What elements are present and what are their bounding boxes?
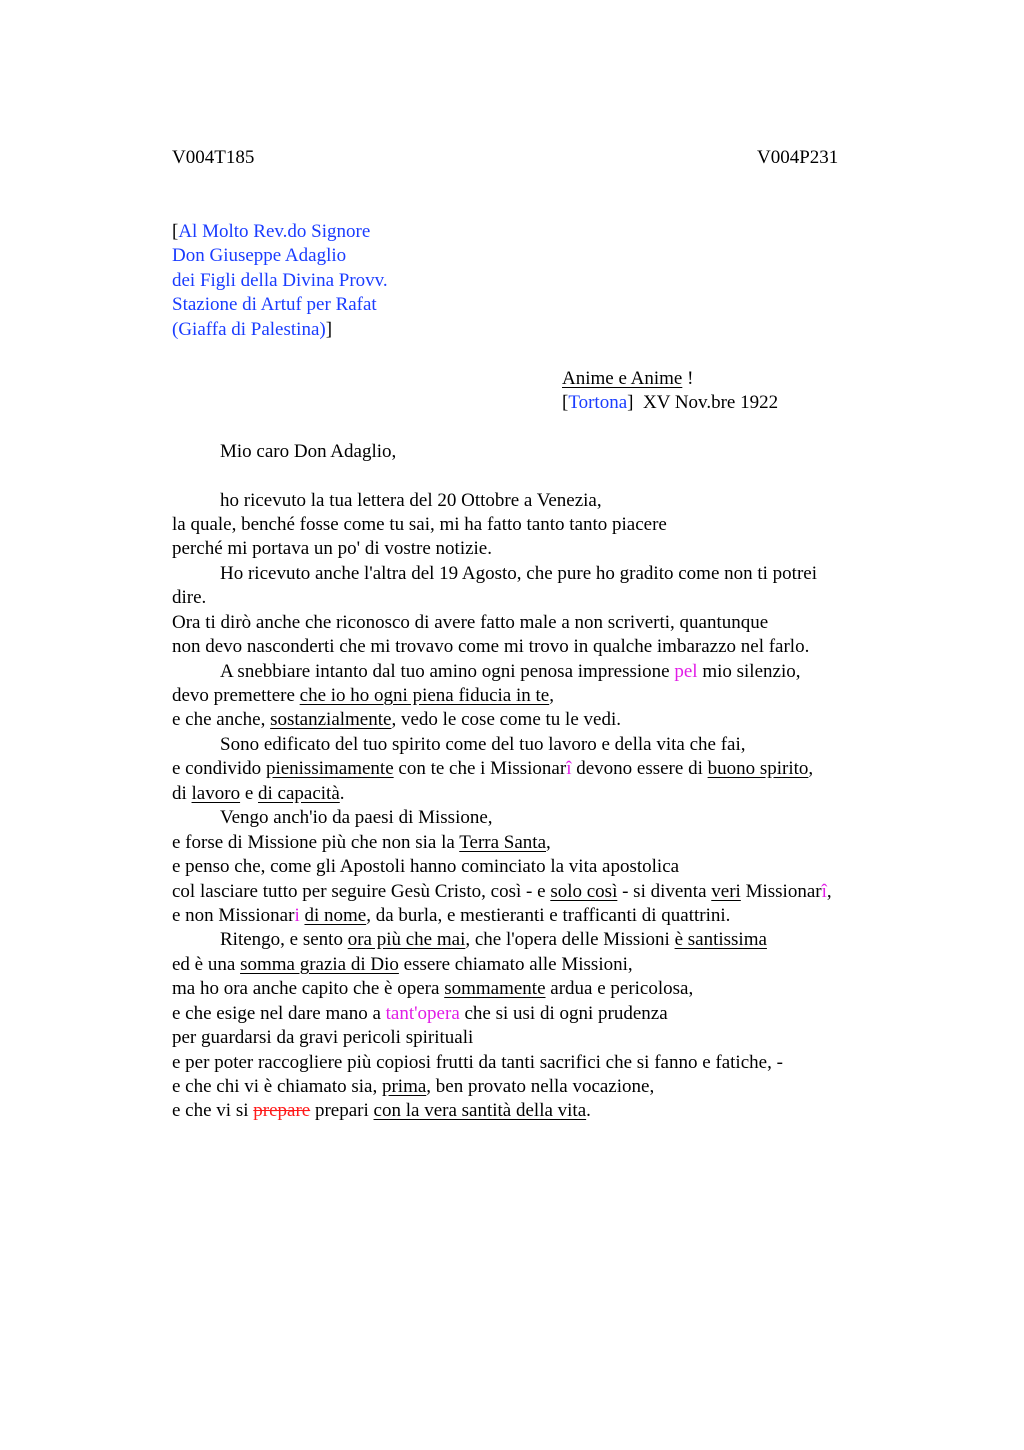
bracket-close: ] [325, 319, 333, 340]
address-line: (Giaffa di Palestina) [172, 319, 326, 340]
body-line: non devo nasconderti che mi trovavo come mi trovo in qualche imbarazzo nel farlo. [172, 636, 810, 657]
body-line: e penso che, come gli Apostoli hanno cominciato la vita apostolica [172, 856, 680, 877]
body-line: e per poter raccogliere più copiosi frutti da tanti sacrifici che si fanno e fatiche, - [172, 1052, 783, 1073]
body-line: col lasciare tutto per seguire Gesù Cristo, così - e solo così - si diventa veri Missionarî, [172, 881, 832, 902]
salutation: Mio caro Don Adaglio, [220, 441, 397, 462]
body-line: Ritengo, e sento ora più che mai, che l'opera delle Missioni è santissima [220, 929, 767, 950]
body-line: Vengo anch'io da paesi di Missione, [220, 807, 493, 828]
address-line: dei Figli della Divina Provv. [172, 270, 388, 291]
body-line: Ora ti dirò anche che riconosco di avere fatto male a non scriverti, quantunque [172, 612, 769, 633]
body-line: per guardarsi da gravi pericoli spirituali [172, 1027, 474, 1048]
document-code-right: V004P231 [757, 147, 839, 168]
address-line: Don Giuseppe Adaglio [172, 245, 347, 266]
place: Tortona [568, 392, 628, 413]
body-line: ho ricevuto la tua lettera del 20 Ottobre a Venezia, [220, 490, 602, 511]
body-line: Ho ricevuto anche l'altra del 19 Agosto, che pure ho gradito come non ti potrei [220, 563, 817, 584]
body-line: e non Missionari di nome, da burla, e mestieranti e trafficanti di quattrini. [172, 905, 731, 926]
body-line: perché mi portava un po' di vostre notizie. [172, 538, 492, 559]
body-line: e che chi vi è chiamato sia, prima, ben provato nella vocazione, [172, 1076, 655, 1097]
body-line: e condivido pienissimamente con te che i Missionarî devono essere di buono spirito, [172, 758, 814, 779]
body-line: e che vi si prepare prepari con la vera santità della vita. [172, 1100, 591, 1121]
letter-page: V004T185 V004P231 [Al Molto Rev.do Signore Don Giuseppe Adaglio dei Figli della Divina Provv. Stazione di Artuf per Rafat (Giaffa di Palestina)] Anime e Anime ! [Tortona] XV Nov.bre 1922 Mio caro Don Adaglio, ho ricevuto la tua lettera del 20 Ottobre a Venezia, la quale, benché fosse come tu sai, mi ha fatto tanto tanto piacere perché mi portava un po' di vostre notizie. Ho ricevuto anche l'altra del 19 Agosto, che pure ho gradito come non ti potrei dire. Ora ti dirò anche che riconosco di avere fatto male a non scriverti, quantunque non devo nasconderti che mi trovavo come mi trovo in qualche imbarazzo nel farlo. A snebbiare intanto dal tuo amino ogni penosa impressione pel mio silenzio, devo premettere che io ho ogni piena fiducia in te, e che anche, sostanzialmente, vedo le cose come tu le vedi. Sono edificato del tuo spirito come del tuo lavoro e della vita che fai, e condivido pienissimamente con te che i Missionarî devono essere di buono spirito, di lavoro e di capacità. Vengo anch'io da paesi di Missione, e forse di Missione più che non sia la Terra Santa, e penso che, come gli Apostoli hanno cominciato la vita apostolica col lasciare tutto per seguire Gesù Cristo, così - e solo così - si diventa veri Missionarî, e non Missionari di nome, da burla, e mestieranti e trafficanti di quattrini. Ritengo, e sento ora più che mai, che l'opera delle Missioni è santissima ed è una somma grazia di Dio essere chiamato alle Missioni, ma ho ora anche capito che è opera sommamente ardua e pericolosa, e che esige nel dare mano a tant'opera che si usi di ogni prudenza per guardarsi da gravi pericoli spirituali e per poter raccogliere più copiosi frutti da tanti sacrifici che si fanno e fatiche, - e che chi vi è chiamato sia, prima, ben provato nella vocazione, e che vi si prepare prepari con la vera santità della vita. [0, 0, 1024, 1450]
body-line: A snebbiare intanto dal tuo amino ogni penosa impressione pel mio silenzio, [220, 661, 801, 682]
body-line: devo premettere che io ho ogni piena fiducia in te, [172, 685, 554, 706]
address-line: Al Molto Rev.do Signore [178, 221, 371, 242]
date: XV Nov.bre 1922 [633, 392, 779, 413]
body-line: di lavoro e di capacità. [172, 783, 345, 804]
motto: Anime e Anime [562, 368, 683, 389]
address-line: Stazione di Artuf per Rafat [172, 294, 377, 315]
body-line: ed è una somma grazia di Dio essere chiamato alle Missioni, [172, 954, 633, 975]
body-line: e che esige nel dare mano a tant'opera che si usi di ogni prudenza [172, 1003, 668, 1024]
document-code-left: V004T185 [172, 147, 255, 168]
body-line: e forse di Missione più che non sia la Terra Santa, [172, 832, 551, 853]
struck-word: prepare [253, 1100, 311, 1121]
body-line: e che anche, sostanzialmente, vedo le cose come tu le vedi. [172, 709, 621, 730]
body-line: Sono edificato del tuo spirito come del tuo lavoro e della vita che fai, [220, 734, 746, 755]
body-line: ma ho ora anche capito che è opera sommamente ardua e pericolosa, [172, 978, 694, 999]
body-line: dire. [172, 587, 207, 608]
body-line: la quale, benché fosse come tu sai, mi ha fatto tanto tanto piacere [172, 514, 667, 535]
bracket-open: [ [172, 221, 179, 242]
